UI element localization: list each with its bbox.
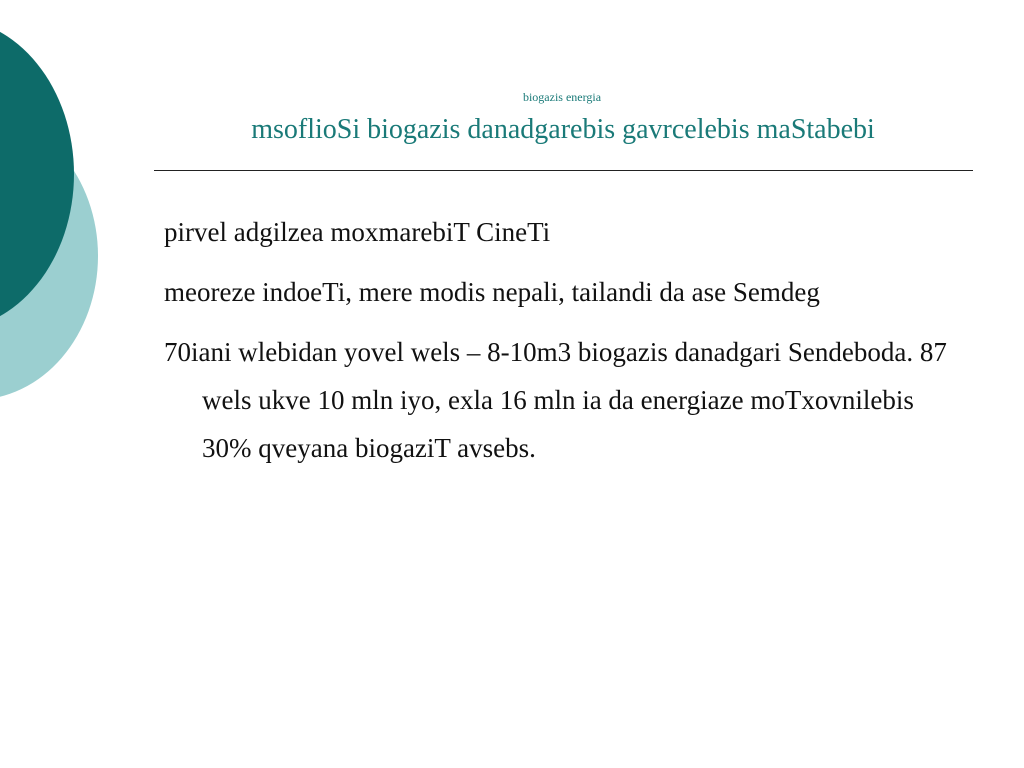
slide-title: msoflioSi biogazis danadgarebis gavrcelebis maStabebi bbox=[251, 114, 875, 145]
body-paragraph: 70iani wlebidan yovel wels – 8-10m3 biogazis danadgari Sendeboda. 87 wels ukve 10 mln iyo, exla 16 mln ia da energiaze moTxovnilebis 30% qveyana biogaziT avsebs. bbox=[164, 337, 947, 463]
body-paragraph: pirvel adgilzea moxmarebiT CineTi bbox=[164, 217, 551, 247]
slide-body bbox=[164, 208, 964, 484]
body-paragraph: meoreze indoeTi, mere modis nepali, tailandi da ase Semdeg bbox=[164, 277, 820, 307]
slide-subtitle: biogazis energia bbox=[522, 90, 602, 104]
title-divider bbox=[154, 170, 973, 171]
